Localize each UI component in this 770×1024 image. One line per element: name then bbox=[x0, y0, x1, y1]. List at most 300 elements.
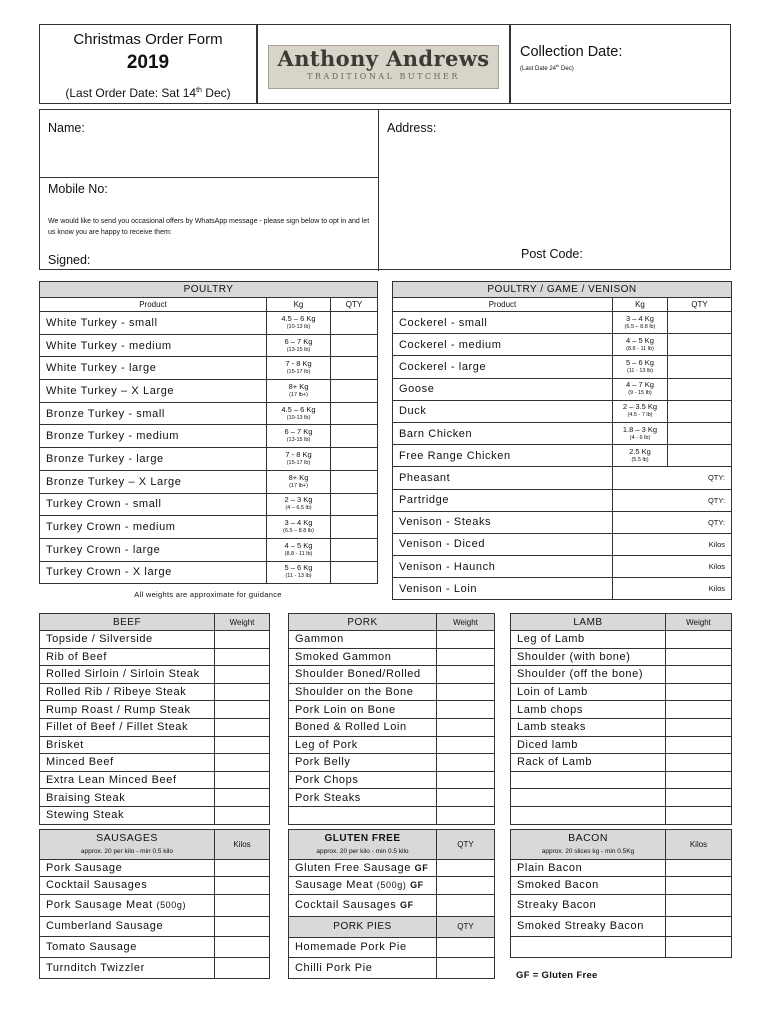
address-label: Address: bbox=[387, 121, 437, 135]
game-lb-value: (5.5 lb) bbox=[631, 456, 649, 463]
poultry-kg bbox=[267, 470, 331, 493]
gluten-free-item bbox=[289, 877, 437, 894]
poultry-row bbox=[40, 425, 378, 448]
pork-weight-field[interactable] bbox=[437, 666, 495, 684]
game-kg bbox=[613, 312, 668, 334]
game-row bbox=[393, 511, 732, 533]
game-section bbox=[392, 281, 731, 600]
poultry-product: White Turkey - medium bbox=[40, 334, 267, 357]
lamb-item bbox=[511, 789, 666, 807]
game-kg-value: 1.8 – 3 Kg bbox=[622, 424, 658, 434]
sausages-item-name: Cocktail Sausages bbox=[46, 879, 148, 892]
gluten-free-item-name: Cocktail Sausages bbox=[295, 899, 397, 912]
lamb-item: Shoulder (off the bone) bbox=[511, 666, 666, 684]
game-row bbox=[393, 556, 732, 578]
sausages-item bbox=[40, 916, 215, 937]
gluten-free-item-name: Gluten Free Sausage bbox=[295, 862, 411, 875]
game-qty-field[interactable] bbox=[668, 312, 732, 334]
beef-item: Brisket bbox=[40, 736, 215, 754]
pork-weight-field[interactable] bbox=[437, 683, 495, 701]
beef-row bbox=[40, 754, 270, 772]
sausages-item-name: Turnditch Twizzler bbox=[46, 961, 145, 974]
game-qty-field[interactable] bbox=[668, 400, 732, 422]
pork-weight-field[interactable] bbox=[437, 648, 495, 666]
poultry-kg bbox=[267, 380, 331, 403]
game-row bbox=[393, 378, 732, 400]
bacon-subtitle: approx. 20 slices kg - min 0.5Kg bbox=[541, 847, 635, 855]
sausages-subtitle: approx. 20 per kilo - min 0.5 kilo bbox=[80, 847, 174, 855]
poultry-product: Turkey Crown - small bbox=[40, 493, 267, 516]
beef-row bbox=[40, 789, 270, 807]
beef-weight-field[interactable] bbox=[215, 736, 270, 754]
lamb-item: Rack of Lamb bbox=[511, 754, 666, 772]
bacon-section bbox=[510, 829, 731, 981]
poultry-qty-field[interactable] bbox=[331, 516, 378, 539]
beef-section bbox=[39, 613, 269, 825]
beef-item: Braising Steak bbox=[40, 789, 215, 807]
gluten-free-qty-field[interactable] bbox=[437, 894, 495, 916]
customer-details-box bbox=[39, 109, 731, 270]
lamb-row bbox=[511, 789, 732, 807]
sausages-row bbox=[40, 916, 270, 937]
game-unit-field[interactable]: Kilos bbox=[613, 533, 732, 555]
poultry-product: White Turkey - small bbox=[40, 312, 267, 335]
game-row bbox=[393, 578, 732, 600]
sausages-row bbox=[40, 860, 270, 877]
game-row bbox=[393, 356, 732, 378]
gluten-free-item bbox=[289, 860, 437, 877]
lamb-col-weight: Weight bbox=[666, 614, 732, 631]
bacon-kilos-field[interactable] bbox=[666, 894, 732, 916]
beef-item: Rolled Sirloin / Sirloin Steak bbox=[40, 666, 215, 684]
poultry-qty-field[interactable] bbox=[331, 312, 378, 335]
beef-weight-field[interactable] bbox=[215, 806, 270, 824]
poultry-qty-field[interactable] bbox=[331, 561, 378, 584]
postcode-label: Post Code: bbox=[521, 247, 583, 261]
bacon-row bbox=[511, 877, 732, 894]
poultry-lb-value: (8.8 - 11 lb) bbox=[284, 550, 313, 557]
sausages-item-name: Pork Sausage bbox=[46, 862, 123, 875]
game-product: Free Range Chicken bbox=[393, 445, 613, 467]
game-row bbox=[393, 533, 732, 555]
pork-item: Pork Belly bbox=[289, 754, 437, 772]
sausages-kilos-field[interactable] bbox=[215, 860, 270, 877]
bacon-kilos-field[interactable] bbox=[666, 916, 732, 937]
pork-pies-row bbox=[289, 958, 495, 979]
game-row bbox=[393, 312, 732, 334]
bacon-kilos-field[interactable] bbox=[666, 877, 732, 894]
poultry-product: Bronze Turkey - small bbox=[40, 402, 267, 425]
poultry-lb-value: (15-17 lb) bbox=[286, 369, 311, 376]
pork-weight-field[interactable] bbox=[437, 701, 495, 719]
game-col-product: Product bbox=[393, 298, 613, 312]
sausages-item bbox=[40, 894, 215, 916]
beef-item: Rib of Beef bbox=[40, 648, 215, 666]
bacon-row bbox=[511, 894, 732, 916]
last-order-date-prefix: (Last Order Date: Sat 14 bbox=[65, 86, 197, 100]
poultry-kg bbox=[267, 402, 331, 425]
beef-col-weight: Weight bbox=[215, 614, 270, 631]
game-unit-field[interactable]: Kilos bbox=[613, 578, 732, 600]
bacon-item: Streaky Bacon bbox=[511, 894, 666, 916]
beef-row bbox=[40, 631, 270, 649]
lamb-item bbox=[511, 806, 666, 824]
beef-row bbox=[40, 718, 270, 736]
pork-item bbox=[289, 806, 437, 824]
gluten-free-qty-field[interactable] bbox=[437, 877, 495, 894]
lamb-weight-field[interactable] bbox=[666, 736, 732, 754]
sausages-title: SAUSAGES bbox=[96, 831, 158, 844]
sausages-kilos-field[interactable] bbox=[215, 894, 270, 916]
game-rows bbox=[393, 312, 732, 600]
poultry-qty-field[interactable] bbox=[331, 425, 378, 448]
gluten-free-subtitle: approx. 20 per kilo - min 0.5 kilo bbox=[316, 847, 409, 855]
game-qty-field[interactable] bbox=[668, 378, 732, 400]
sausages-kilos-field[interactable] bbox=[215, 877, 270, 894]
game-qty-field[interactable] bbox=[668, 334, 732, 356]
lamb-weight-field[interactable] bbox=[666, 789, 732, 807]
game-product: Barn Chicken bbox=[393, 422, 613, 444]
poultry-kg-value: 6 – 7 Kg bbox=[284, 427, 313, 437]
gluten-free-header bbox=[289, 830, 437, 860]
lamb-rows bbox=[511, 631, 732, 825]
collection-label: Collection Date: bbox=[520, 44, 623, 60]
beef-weight-field[interactable] bbox=[215, 754, 270, 772]
form-year: 2019 bbox=[126, 52, 170, 73]
bacon-item bbox=[511, 937, 666, 958]
poultry-qty-field[interactable] bbox=[331, 357, 378, 380]
bacon-title: BACON bbox=[568, 831, 608, 844]
collection-note bbox=[520, 63, 574, 72]
lamb-section bbox=[510, 613, 731, 825]
poultry-row bbox=[40, 470, 378, 493]
pork-table bbox=[288, 613, 495, 825]
collection-note-suffix: Dec) bbox=[559, 66, 574, 72]
beef-weight-field[interactable] bbox=[215, 701, 270, 719]
bacon-row bbox=[511, 937, 732, 958]
pork-item: Shoulder on the Bone bbox=[289, 683, 437, 701]
lamb-row bbox=[511, 701, 732, 719]
logo-name: Anthony Andrews bbox=[277, 46, 490, 71]
sausages-row bbox=[40, 877, 270, 894]
sausages-col: Kilos bbox=[215, 830, 270, 860]
pork-row bbox=[289, 771, 495, 789]
sausages-item bbox=[40, 860, 215, 877]
lamb-item: Lamb steaks bbox=[511, 718, 666, 736]
game-kg bbox=[613, 400, 668, 422]
bacon-table bbox=[510, 829, 732, 958]
game-product: Venison - Haunch bbox=[393, 556, 613, 578]
poultry-kg-value: 4.5 – 6 Kg bbox=[281, 404, 316, 414]
beef-weight-field[interactable] bbox=[215, 648, 270, 666]
game-lb-value: (9 - 15 lb) bbox=[628, 390, 652, 397]
pork-pies-title: PORK PIES bbox=[289, 916, 437, 937]
game-kg-value: 2 – 3.5 Kg bbox=[622, 402, 658, 412]
lamb-row bbox=[511, 718, 732, 736]
logo bbox=[268, 45, 499, 89]
game-kg-value: 4 – 7 Kg bbox=[626, 380, 654, 390]
sausages-item-name: Cumberland Sausage bbox=[46, 920, 164, 933]
poultry-title: POULTRY bbox=[40, 282, 378, 298]
lamb-row bbox=[511, 806, 732, 824]
poultry-product: Turkey Crown - X large bbox=[40, 561, 267, 584]
pork-item: Smoked Gammon bbox=[289, 648, 437, 666]
sausages-rows bbox=[40, 860, 270, 979]
lamb-item: Loin of Lamb bbox=[511, 683, 666, 701]
game-product: Cockerel - small bbox=[393, 312, 613, 334]
pork-item: Boned & Rolled Loin bbox=[289, 718, 437, 736]
poultry-lb-value: (10-13 lb) bbox=[286, 323, 311, 330]
pork-pies-qty-field[interactable] bbox=[437, 937, 495, 958]
poultry-product: Bronze Turkey – X Large bbox=[40, 470, 267, 493]
signed-label: Signed: bbox=[48, 253, 91, 267]
beef-weight-field[interactable] bbox=[215, 666, 270, 684]
gf-tag: GF bbox=[414, 863, 429, 874]
bacon-col: Kilos bbox=[666, 830, 732, 860]
poultry-kg bbox=[267, 538, 331, 561]
lamb-weight-field[interactable] bbox=[666, 701, 732, 719]
lamb-weight-field[interactable] bbox=[666, 683, 732, 701]
poultry-row bbox=[40, 561, 378, 584]
beef-rows bbox=[40, 631, 270, 825]
beef-weight-field[interactable] bbox=[215, 683, 270, 701]
beef-weight-field[interactable] bbox=[215, 718, 270, 736]
gluten-free-row bbox=[289, 877, 495, 894]
sausages-item bbox=[40, 877, 215, 894]
poultry-qty-field[interactable] bbox=[331, 380, 378, 403]
poultry-qty-field[interactable] bbox=[331, 402, 378, 425]
beef-weight-field[interactable] bbox=[215, 789, 270, 807]
poultry-kg-value: 8+ Kg bbox=[288, 472, 309, 482]
last-order-date-suffix: Dec) bbox=[201, 86, 231, 100]
poultry-lb-value: (17 lb+) bbox=[289, 482, 308, 489]
game-qty-field[interactable] bbox=[668, 445, 732, 467]
lamb-weight-field[interactable] bbox=[666, 771, 732, 789]
poultry-lb-value: (13-15 lb) bbox=[286, 437, 311, 444]
pork-weight-field[interactable] bbox=[437, 631, 495, 649]
poultry-row bbox=[40, 380, 378, 403]
lamb-weight-field[interactable] bbox=[666, 754, 732, 772]
game-col-kg: Kg bbox=[613, 298, 668, 312]
poultry-lb-value: (10-13 lb) bbox=[286, 414, 311, 421]
gluten-free-row bbox=[289, 860, 495, 877]
lamb-weight-field[interactable] bbox=[666, 631, 732, 649]
poultry-lb-value: (17 lb+) bbox=[289, 391, 308, 398]
pork-pies-row bbox=[289, 937, 495, 958]
name-field[interactable] bbox=[40, 110, 379, 178]
game-qty-field[interactable] bbox=[668, 422, 732, 444]
poultry-qty-field[interactable] bbox=[331, 448, 378, 471]
form-title-box bbox=[39, 24, 257, 104]
poultry-row bbox=[40, 402, 378, 425]
poultry-qty-field[interactable] bbox=[331, 470, 378, 493]
game-unit-field[interactable]: QTY: bbox=[613, 489, 732, 511]
pork-row bbox=[289, 736, 495, 754]
bacon-item: Smoked Bacon bbox=[511, 877, 666, 894]
last-order-date-sup: th bbox=[196, 87, 202, 94]
pork-row bbox=[289, 789, 495, 807]
gluten-free-item-name: Sausage Meat bbox=[295, 879, 374, 892]
beef-item: Minced Beef bbox=[40, 754, 215, 772]
pork-row bbox=[289, 666, 495, 684]
poultry-rows bbox=[40, 312, 378, 584]
gluten-free-table bbox=[288, 829, 495, 979]
beef-item: Topside / Silverside bbox=[40, 631, 215, 649]
lamb-item: Leg of Lamb bbox=[511, 631, 666, 649]
pork-pies-qty-field[interactable] bbox=[437, 958, 495, 979]
gluten-free-section bbox=[288, 829, 494, 979]
poultry-lb-value: (15-17 lb) bbox=[286, 459, 311, 466]
gluten-free-qty-field[interactable] bbox=[437, 860, 495, 877]
game-kg bbox=[613, 445, 668, 467]
sausages-kilos-field[interactable] bbox=[215, 916, 270, 937]
beef-row bbox=[40, 771, 270, 789]
last-order-date bbox=[40, 86, 256, 100]
sausages-table bbox=[39, 829, 270, 979]
mobile-field[interactable] bbox=[40, 178, 379, 271]
poultry-kg bbox=[267, 425, 331, 448]
game-unit-field[interactable]: QTY: bbox=[613, 467, 732, 489]
game-lb-value: (4 - 6 lb) bbox=[629, 434, 651, 441]
bacon-kilos-field[interactable] bbox=[666, 937, 732, 958]
pork-weight-field[interactable] bbox=[437, 806, 495, 824]
gluten-free-row bbox=[289, 894, 495, 916]
game-row bbox=[393, 489, 732, 511]
game-lb-value: (6.5 – 8.8 lb) bbox=[624, 323, 656, 330]
pork-item: Shoulder Boned/Rolled bbox=[289, 666, 437, 684]
bacon-row bbox=[511, 916, 732, 937]
lamb-item: Diced lamb bbox=[511, 736, 666, 754]
poultry-lb-value: (13-15 lb) bbox=[286, 346, 311, 353]
beef-item: Extra Lean Minced Beef bbox=[40, 771, 215, 789]
game-product: Venison - Loin bbox=[393, 578, 613, 600]
sausages-item-name: Pork Sausage Meat bbox=[46, 899, 153, 912]
game-row bbox=[393, 400, 732, 422]
game-product: Cockerel - medium bbox=[393, 334, 613, 356]
poultry-row bbox=[40, 516, 378, 539]
poultry-row bbox=[40, 538, 378, 561]
game-qty-field[interactable] bbox=[668, 356, 732, 378]
gluten-free-item-note: (500g) bbox=[376, 880, 407, 891]
pork-item: Leg of Pork bbox=[289, 736, 437, 754]
poultry-row bbox=[40, 448, 378, 471]
poultry-kg-value: 2 – 3 Kg bbox=[284, 495, 313, 505]
beef-row bbox=[40, 648, 270, 666]
sausages-kilos-field[interactable] bbox=[215, 957, 270, 978]
game-row bbox=[393, 467, 732, 489]
game-lb-value: (11 - 13 lb) bbox=[626, 367, 654, 374]
poultry-product: White Turkey - large bbox=[40, 357, 267, 380]
pork-weight-field[interactable] bbox=[437, 754, 495, 772]
gluten-free-rows bbox=[289, 860, 495, 917]
beef-row bbox=[40, 806, 270, 824]
poultry-qty-field[interactable] bbox=[331, 334, 378, 357]
lamb-row bbox=[511, 754, 732, 772]
poultry-kg-value: 3 – 4 Kg bbox=[284, 518, 313, 528]
game-lb-value: (8.8 - 11 lb) bbox=[626, 345, 654, 352]
pork-item: Gammon bbox=[289, 631, 437, 649]
pork-row bbox=[289, 648, 495, 666]
game-kg bbox=[613, 356, 668, 378]
pork-weight-field[interactable] bbox=[437, 771, 495, 789]
poultry-qty-field[interactable] bbox=[331, 538, 378, 561]
lamb-weight-field[interactable] bbox=[666, 666, 732, 684]
poultry-kg bbox=[267, 334, 331, 357]
pork-item: Pork Chops bbox=[289, 771, 437, 789]
poultry-kg-value: 4 – 5 Kg bbox=[284, 540, 313, 550]
pork-rows bbox=[289, 631, 495, 825]
sausages-kilos-field[interactable] bbox=[215, 937, 270, 958]
poultry-kg-value: 4.5 – 6 Kg bbox=[281, 313, 316, 323]
game-kg-value: 2.5 Kg bbox=[629, 446, 651, 456]
lamb-row bbox=[511, 631, 732, 649]
pork-weight-field[interactable] bbox=[437, 736, 495, 754]
lamb-row bbox=[511, 666, 732, 684]
lamb-row bbox=[511, 771, 732, 789]
poultry-footnote: All weights are approximate for guidance bbox=[134, 590, 282, 600]
name-label: Name: bbox=[48, 121, 85, 135]
poultry-kg-value: 5 – 6 Kg bbox=[284, 563, 313, 573]
poultry-product: Bronze Turkey - large bbox=[40, 448, 267, 471]
sausages-row bbox=[40, 937, 270, 958]
poultry-qty-field[interactable] bbox=[331, 493, 378, 516]
lamb-weight-field[interactable] bbox=[666, 718, 732, 736]
lamb-weight-field[interactable] bbox=[666, 648, 732, 666]
sausages-item bbox=[40, 937, 215, 958]
game-unit-field[interactable]: QTY: bbox=[613, 511, 732, 533]
poultry-product: White Turkey – X Large bbox=[40, 380, 267, 403]
poultry-col-qty: QTY bbox=[331, 298, 378, 312]
pork-row bbox=[289, 806, 495, 824]
pork-weight-field[interactable] bbox=[437, 789, 495, 807]
sausages-row bbox=[40, 894, 270, 916]
game-row bbox=[393, 422, 732, 444]
poultry-kg bbox=[267, 516, 331, 539]
gluten-free-item bbox=[289, 894, 437, 916]
sausages-item bbox=[40, 957, 215, 978]
poultry-row bbox=[40, 493, 378, 516]
sausages-header bbox=[40, 830, 215, 860]
beef-row bbox=[40, 666, 270, 684]
pork-pies-item: Homemade Pork Pie bbox=[289, 937, 437, 958]
game-unit-field[interactable]: Kilos bbox=[613, 556, 732, 578]
lamb-row bbox=[511, 648, 732, 666]
bacon-row bbox=[511, 860, 732, 877]
pork-col-weight: Weight bbox=[437, 614, 495, 631]
pork-weight-field[interactable] bbox=[437, 718, 495, 736]
beef-weight-field[interactable] bbox=[215, 631, 270, 649]
bacon-kilos-field[interactable] bbox=[666, 860, 732, 877]
beef-item: Rump Roast / Rump Steak bbox=[40, 701, 215, 719]
collection-box bbox=[510, 24, 731, 104]
game-product: Partridge bbox=[393, 489, 613, 511]
game-product: Cockerel - large bbox=[393, 356, 613, 378]
beef-row bbox=[40, 701, 270, 719]
lamb-item: Shoulder (with bone) bbox=[511, 648, 666, 666]
form-title: Christmas Order Form bbox=[73, 31, 223, 48]
beef-weight-field[interactable] bbox=[215, 771, 270, 789]
address-field[interactable] bbox=[380, 110, 732, 271]
lamb-weight-field[interactable] bbox=[666, 806, 732, 824]
poultry-kg-value: 7 - 8 Kg bbox=[285, 449, 312, 459]
poultry-kg bbox=[267, 312, 331, 335]
poultry-row bbox=[40, 334, 378, 357]
pork-section bbox=[288, 613, 494, 825]
game-product: Goose bbox=[393, 378, 613, 400]
sausages-row bbox=[40, 957, 270, 978]
bacon-header bbox=[511, 830, 666, 860]
beef-item: Fillet of Beef / Fillet Steak bbox=[40, 718, 215, 736]
